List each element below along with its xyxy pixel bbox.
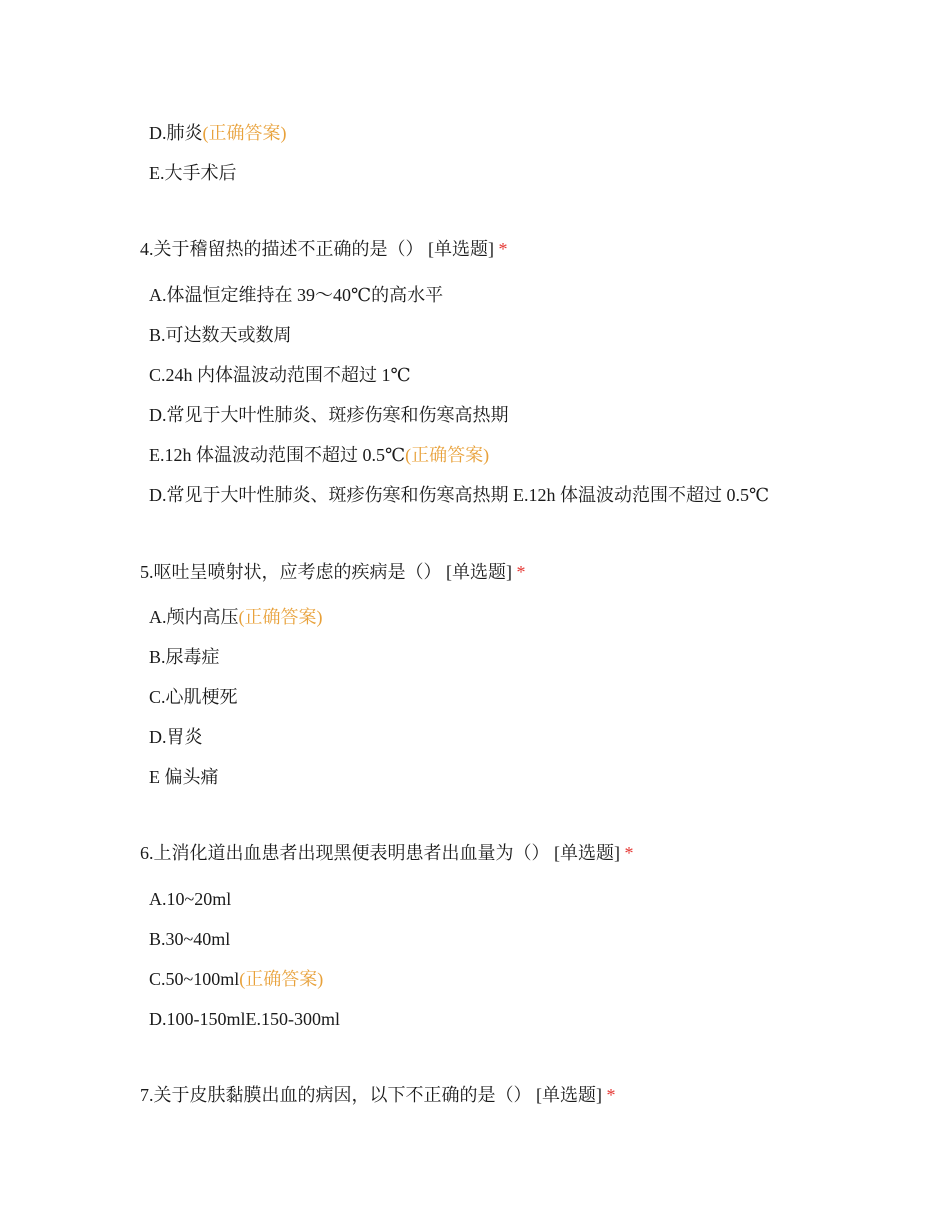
q6-title (140, 842, 634, 864)
option-text: C.50~100ml (149, 969, 240, 989)
q4-option-b[interactable] (149, 324, 292, 346)
option-text: D.100-150mlE.150-300ml (149, 1009, 340, 1029)
option-text: E.12h 体温波动范围不超过 0.5℃ (149, 445, 406, 465)
option-text: A.体温恒定维持在 39～40℃的高水平 (149, 285, 444, 305)
required-marker: * (624, 843, 634, 863)
correct-answer-marker: (正确答案) (405, 445, 490, 465)
option-text: D.常见于大叶性肺炎、斑疹伤寒和伤寒高热期 E.12h 体温波动范围不超过 0.5℃ (149, 485, 770, 505)
q4-option-c[interactable] (149, 364, 411, 386)
q5-option-e[interactable] (149, 766, 219, 788)
question-text: 7.关于皮肤黏膜出血的病因，以下不正确的是（） [单选题] (140, 1085, 602, 1105)
q7-title (140, 1084, 616, 1106)
q6-option-a[interactable] (149, 888, 231, 910)
required-marker: * (516, 562, 526, 582)
q4-option-d[interactable] (149, 404, 509, 426)
q4-title (140, 238, 508, 260)
required-marker: * (498, 239, 508, 259)
q5-option-c[interactable] (149, 686, 238, 708)
q5-option-b[interactable] (149, 646, 220, 668)
question-text: 5.呕吐呈喷射状，应考虑的疾病是（） [单选题] (140, 562, 512, 582)
q6-option-de-combined[interactable] (149, 1008, 340, 1030)
option-text: A.10~20ml (149, 889, 232, 909)
q6-option-b[interactable] (149, 928, 230, 950)
correct-answer-marker: (正确答案) (202, 123, 287, 143)
option-text: D.胃炎 (149, 727, 203, 747)
q4-option-a[interactable] (149, 284, 443, 306)
question-text: 4.关于稽留热的描述不正确的是（） [单选题] (140, 239, 494, 259)
q4-option-e[interactable] (149, 444, 489, 466)
q5-option-a[interactable] (149, 606, 323, 628)
q6-option-c[interactable] (149, 968, 323, 990)
question-text: 6.上消化道出血患者出现黑便表明患者出血量为（） [单选题] (140, 843, 620, 863)
option-text: C.24h 内体温波动范围不超过 1℃ (149, 365, 411, 385)
option-text: E 偏头痛 (149, 767, 219, 787)
correct-answer-marker: (正确答案) (238, 607, 323, 627)
q5-title (140, 561, 526, 583)
q4-option-de-combined[interactable] (149, 484, 769, 506)
option-text: B.30~40ml (149, 929, 231, 949)
q5-option-d[interactable] (149, 726, 203, 748)
option-text: C.心肌梗死 (149, 687, 238, 707)
correct-answer-marker: (正确答案) (239, 969, 324, 989)
q3-option-e[interactable] (149, 162, 237, 184)
required-marker: * (606, 1085, 616, 1105)
option-text: D.肺炎 (149, 123, 203, 143)
option-text: D.常见于大叶性肺炎、斑疹伤寒和伤寒高热期 (149, 405, 509, 425)
option-text: B.可达数天或数周 (149, 325, 292, 345)
option-text: A.颅内高压 (149, 607, 239, 627)
option-text: B.尿毒症 (149, 647, 220, 667)
option-text: E.大手术后 (149, 163, 237, 183)
q3-option-d[interactable] (149, 122, 287, 144)
